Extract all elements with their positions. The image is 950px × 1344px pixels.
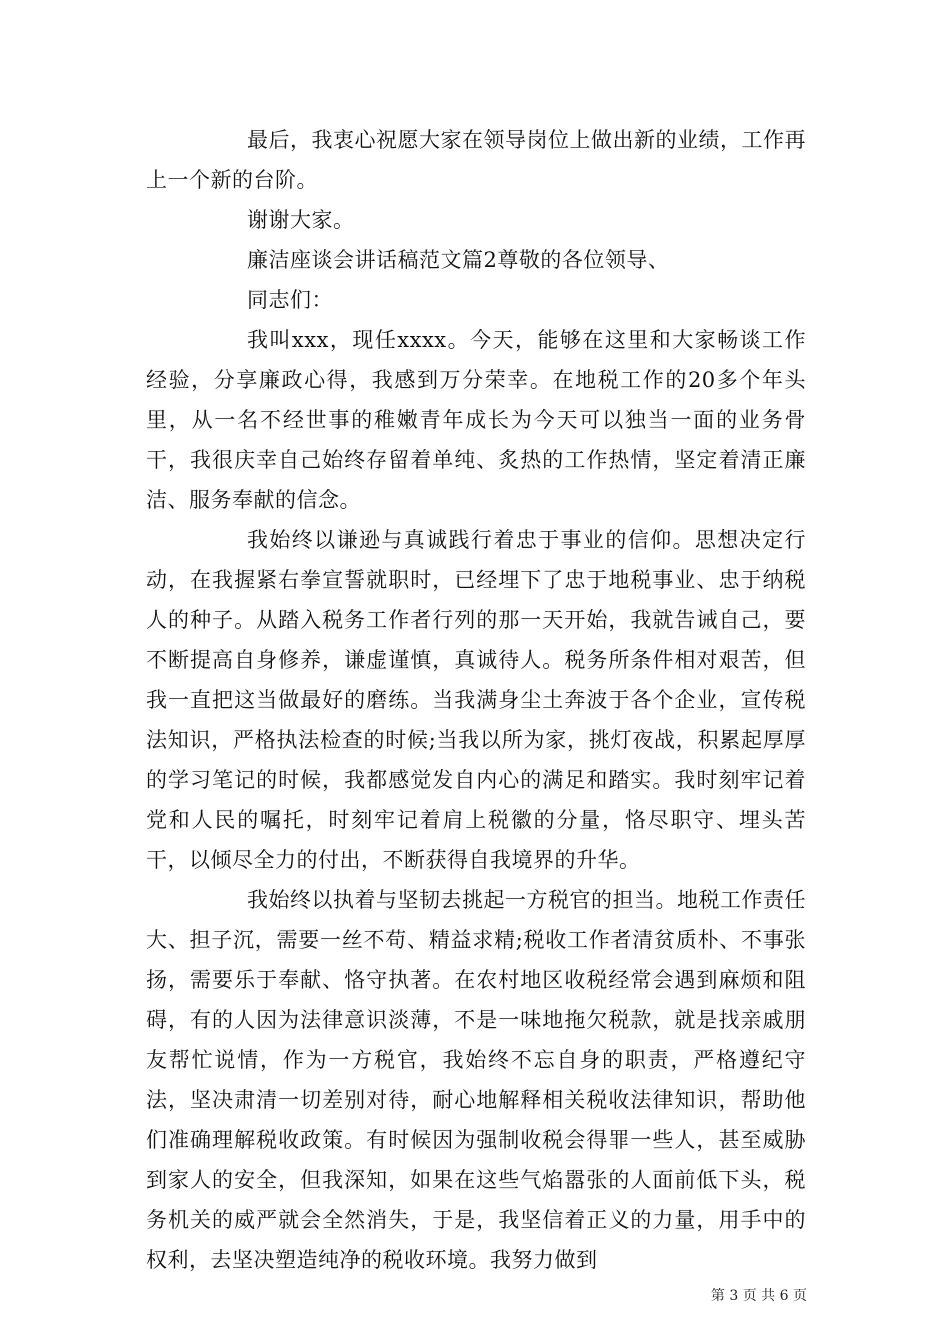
paragraph-salutation: 同志们： — [247, 288, 333, 312]
document-body — [146, 120, 806, 1280]
paragraph-introduction: 我叫xxx，现任xxxx。今天，能够在这里和大家畅谈工作经验，分享廉政心得，我感到万分荣幸。在地税工作的20多个年头里，从一名不经世事的稚嫩青年成长为今天可以独当一面的业务骨干，我很庆幸自己始终存留着单纯、炙热的工作热情，坚定着清正廉洁、服务奉献的信念。 — [146, 328, 806, 512]
paragraph-closing-wish: 最后，我衷心祝愿大家在领导岗位上做出新的业绩，工作再上一个新的台阶。 — [146, 128, 806, 192]
paragraph-thanks: 谢谢大家。 — [247, 208, 355, 232]
paragraph-section-heading: 廉洁座谈会讲话稿范文篇2尊敬的各位领导、 — [247, 248, 670, 272]
paragraph-humility-sincerity: 我始终以谦逊与真诚践行着忠于事业的信仰。思想决定行动，在我握紧右拳宣誓就职时，已经埋下了忠于地税事业、忠于纳税人的种子。从踏入税务工作者行列的那一天开始，我就告诫自己，要不断提高自身修养，谦虚谨慎，真诚待人。税务所条件相对艰苦，但我一直把这当做最好的磨练。当我满身尘土奔波于各个企业，宣传税法知识，严格执法检查的时候;当我以所为家，挑灯夜战，积累起厚厚的学习笔记的时候，我都感觉发自内心的满足和踏实。我时刻牢记着党和人民的嘱托，时刻牢记着肩上税徽的分量，恪尽职守、埋头苦干，以倾尽全力的付出，不断获得自我境界的升华。 — [146, 528, 806, 872]
page-number-footer: 第 3 页 共 6 页 — [710, 1288, 807, 1304]
paragraph-persistence-duty: 我始终以执着与坚韧去挑起一方税官的担当。地税工作责任大、担子沉，需要一丝不苟、精益求精;税收工作者清贫质朴、不事张扬，需要乐于奉献、恪守执著。在农村地区收税经常会遇到麻烦和阻碍，有的人因为法律意识淡薄，不是一味地拖欠税款，就是找亲戚朋友帮忙说情，作为一方税官，我始终不忘自身的职责，严格遵纪守法，坚决肃清一切差别对待，耐心地解释相关税收法律知识，帮助他们准确理解税收政策。有时候因为强制收税会得罪一些人，甚至威胁到家人的安全，但我深知，如果在这些气焰嚣张的人面前低下头，税务机关的威严就会全然消失，于是，我坚信着正义的力量，用手中的权利，去坚决塑造纯净的税收环境。我努力做到 — [146, 888, 806, 1272]
